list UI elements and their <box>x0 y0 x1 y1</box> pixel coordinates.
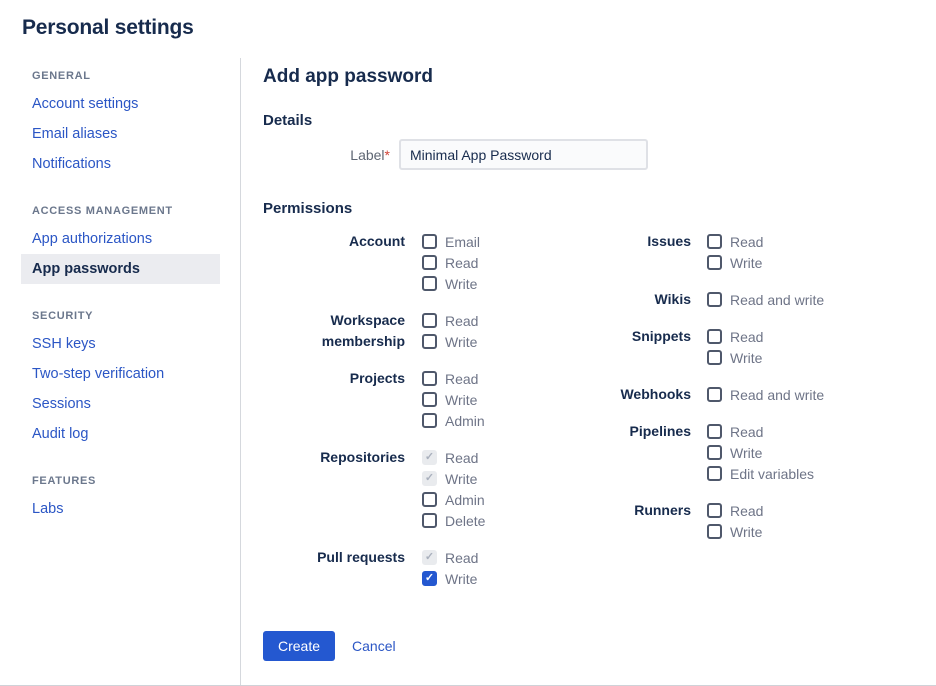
permission-options <box>707 500 763 542</box>
checkbox-icon <box>422 471 437 486</box>
page-title: Personal settings <box>22 16 194 39</box>
sidebar-section-general: GENERAL <box>32 70 91 82</box>
checkbox-icon <box>707 350 722 365</box>
permission-group-pipelines <box>601 421 906 484</box>
sidebar-item-app-authorizations[interactable]: App authorizations <box>32 231 153 247</box>
checkbox-icon <box>707 503 722 518</box>
details-heading: Details <box>263 112 313 129</box>
form-actions <box>263 631 906 661</box>
sidebar-item-ssh-keys[interactable]: SSH keys <box>32 336 96 352</box>
checkbox-icon <box>707 466 722 481</box>
checkbox-icon <box>422 334 437 349</box>
label-input[interactable] <box>399 139 648 170</box>
permission-projects-admin[interactable]: Admin <box>422 410 485 431</box>
permission-wikis-read-and-write[interactable]: Read and write <box>707 289 824 310</box>
sidebar-item-email-aliases[interactable]: Email aliases <box>32 126 118 142</box>
permission-pipelines-write[interactable]: Write <box>707 442 814 463</box>
required-asterisk: * <box>384 146 390 163</box>
cancel-link[interactable]: Cancel <box>352 638 396 654</box>
sidebar-section-features: FEATURES <box>32 475 97 487</box>
sidebar-section-access-management: ACCESS MANAGEMENT <box>32 205 173 217</box>
permission-group-title: Wikis <box>654 291 691 307</box>
checkbox-icon <box>707 234 722 249</box>
label-text: Label <box>350 146 385 163</box>
permissions-grid <box>263 231 906 605</box>
checkbox-icon <box>422 371 437 386</box>
label-field-label <box>263 147 399 163</box>
permission-options <box>422 310 478 352</box>
sidebar-item-two-step-verification[interactable]: Two-step verification <box>32 366 165 382</box>
permissions-column-left <box>263 231 601 605</box>
checkbox-icon <box>422 313 437 328</box>
permission-group-account <box>263 231 601 294</box>
permission-webhooks-read-and-write[interactable]: Read and write <box>707 384 824 405</box>
permission-group-workspace-membership <box>263 310 601 352</box>
settings-sidebar <box>0 58 240 685</box>
checkbox-icon <box>422 413 437 428</box>
checkbox-icon <box>707 524 722 539</box>
permission-options <box>707 231 763 273</box>
main-heading: Add app password <box>263 66 433 87</box>
permission-group-title: Pipelines <box>629 423 691 439</box>
permission-group-runners <box>601 500 906 542</box>
checkbox-icon <box>422 550 437 565</box>
sidebar-item-app-passwords[interactable]: App passwords <box>21 254 220 284</box>
permission-options <box>707 289 824 310</box>
permission-group-title: Issues <box>647 233 691 249</box>
permission-runners-write[interactable]: Write <box>707 521 763 542</box>
checkbox-icon <box>422 450 437 465</box>
permission-group-webhooks <box>601 384 906 405</box>
checkbox-icon <box>707 255 722 270</box>
permission-group-title: Webhooks <box>620 386 691 402</box>
permission-group-projects <box>263 368 601 431</box>
checkbox-icon <box>422 571 437 586</box>
checkbox-icon <box>707 329 722 344</box>
checkbox-icon <box>422 513 437 528</box>
permission-group-wikis <box>601 289 906 310</box>
permission-group-snippets <box>601 326 906 368</box>
checkbox-icon <box>707 424 722 439</box>
permission-options <box>707 421 814 484</box>
checkbox-icon <box>422 234 437 249</box>
checkbox-icon <box>422 392 437 407</box>
permission-repositories-write: ✓ Write <box>422 468 485 489</box>
checkbox-icon <box>422 492 437 507</box>
permission-options <box>707 326 763 368</box>
permission-group-title: Repositories <box>320 449 405 465</box>
permission-repositories-admin[interactable]: Admin <box>422 489 485 510</box>
permission-group-title: Account <box>349 233 405 249</box>
permission-options <box>422 368 485 431</box>
permissions-heading: Permissions <box>263 200 353 217</box>
permission-workspace-write[interactable]: Write <box>422 331 478 352</box>
create-button[interactable]: Create <box>263 631 335 661</box>
sidebar-section-security: SECURITY <box>32 310 94 322</box>
permission-options <box>422 547 478 589</box>
sidebar-item-notifications[interactable]: Notifications <box>32 156 111 172</box>
permission-account-read[interactable]: Read <box>422 252 480 273</box>
permission-runners-read[interactable]: Read <box>707 500 763 521</box>
permission-projects-read[interactable]: Read <box>422 368 485 389</box>
permission-group-title: Runners <box>634 502 691 518</box>
permission-group-title: Snippets <box>631 328 691 344</box>
permission-group-issues <box>601 231 906 273</box>
sidebar-item-labs[interactable]: Labs <box>32 501 64 517</box>
label-field-row <box>263 139 906 170</box>
permission-workspace-read[interactable]: Read <box>422 310 478 331</box>
content-area <box>0 58 936 685</box>
permission-group-repositories <box>263 447 601 531</box>
permission-options <box>422 447 485 531</box>
permission-repositories-delete[interactable]: Delete <box>422 510 485 531</box>
permission-pullrequests-write[interactable]: ✓ Write <box>422 568 478 589</box>
sidebar-item-account-settings[interactable]: Account settings <box>32 96 139 112</box>
permission-options <box>422 231 480 294</box>
permission-issues-read[interactable]: Read <box>707 231 763 252</box>
permission-projects-write[interactable]: Write <box>422 389 485 410</box>
checkbox-icon <box>707 445 722 460</box>
permission-pipelines-edit-variables[interactable]: Edit variables <box>707 463 814 484</box>
permission-snippets-write[interactable]: Write <box>707 347 763 368</box>
add-app-password-panel <box>240 58 936 685</box>
permission-pullrequests-read: ✓ Read <box>422 547 478 568</box>
checkbox-icon <box>707 387 722 402</box>
permission-group-pull-requests <box>263 547 601 589</box>
checkbox-icon <box>422 255 437 270</box>
permission-account-write[interactable]: Write <box>422 273 480 294</box>
sidebar-item-audit-log[interactable]: Audit log <box>32 426 89 442</box>
permission-group-title: Projects <box>349 370 405 386</box>
permission-account-email[interactable]: Email <box>422 231 480 252</box>
checkbox-icon <box>707 292 722 307</box>
permission-options <box>707 384 824 405</box>
permission-pipelines-read[interactable]: Read <box>707 421 814 442</box>
permission-issues-write[interactable]: Write <box>707 252 763 273</box>
checkbox-icon <box>422 276 437 291</box>
permission-snippets-read[interactable]: Read <box>707 326 763 347</box>
permission-group-title: Workspace membership <box>321 312 405 349</box>
permission-repositories-read: ✓ Read <box>422 447 485 468</box>
permission-group-title: Pull requests <box>317 549 405 565</box>
sidebar-item-sessions[interactable]: Sessions <box>32 396 91 412</box>
permissions-column-right <box>601 231 906 605</box>
